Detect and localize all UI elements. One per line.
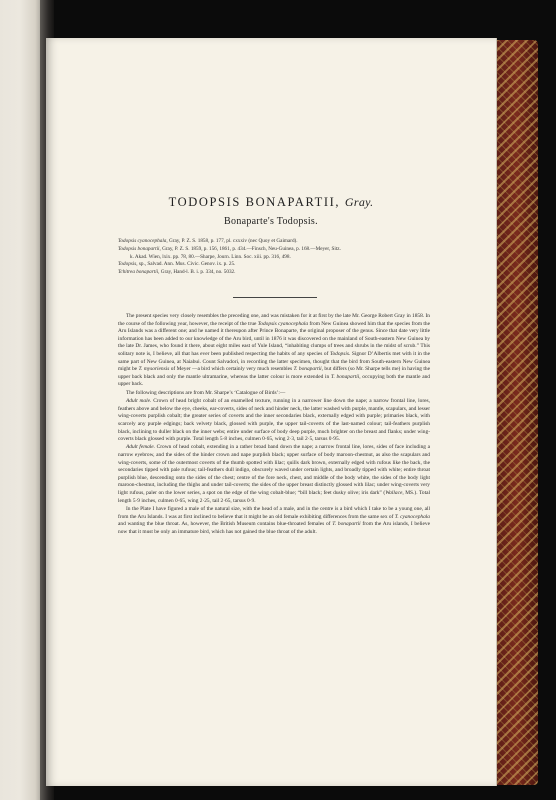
synonym-line: [118, 254, 428, 262]
species-name: TODOPSIS BONAPARTII,: [168, 195, 341, 209]
page-header: [46, 195, 496, 227]
description-text: [118, 313, 430, 536]
synonym-line: [118, 269, 428, 277]
synonym-reference: sp., Salvad. Ann. Mus. Civic. Genov. ix. p. 25.: [137, 261, 236, 268]
paragraph-text: The following descriptions are from Mr. Sharpe’s ‘Catalogue of Birds’:—: [126, 389, 286, 396]
synonym-line: [118, 261, 428, 269]
synonym-line: [118, 238, 428, 246]
left-page-edge: [0, 0, 44, 800]
paragraph-text: MS.). Total length 5·9 inches, culmen 0·65, wing 2·25, tail 2·65, tarsus 0·9.: [118, 490, 430, 504]
paragraph-text: Crown of head bright cobalt of an enamelled texture, running in a narrower line down the nape; a narrow frontal line, lores, feathers above and below the eye, cheeks, ear-coverts, sides of neck and hinder neck, the latter washed with purple, mantle, scapulars, and lesser wing-coverts purplish cobalt; the greater series of coverts and the inner secondaries black, externally edged with purple; primaries black, with scarcely any purple edgings; back velvety black, glossed with purple, the upper tail-coverts of the last-named colour; tail-feathers purplish black, inclining to duller black on the inner webs; entire under surface of body deep purple, much brighter on the breast and flanks; under wing-coverts black glossed with purple. Total length 5·8 inches, culmen 0·65, wing 2·3, tail 2·5, tarsus 0·95.: [118, 398, 430, 443]
book-page: [46, 38, 496, 786]
species-authority: Gray.: [344, 195, 374, 209]
synonym-line: [118, 246, 428, 254]
italic-text: Todopsis.: [329, 350, 351, 357]
body-paragraph: [118, 398, 430, 444]
paragraph-text: from New Guinea showed him that the species from the Aru Islands was a different one; and he named it thereupon after Prince Bonaparte, the original proposer of the genus. Since that date very little information has been added to our knowledge of the Aru bird, until in 1876 it was discovered on the mainland of South-eastern New Guinea by the late Dr. James, who found it there, about eight miles east of Yule Island, “inhabiting clumps of trees and shrubs in the midst of scrub.” This solitary note is, I believe, all that has ever been published respecting the habits of any species of: [118, 320, 431, 357]
italic-text: Adult male.: [126, 398, 152, 405]
paragraph-text: and wanting the blue throat. As, however, the British Museum contains blue-throated females of: [118, 521, 333, 528]
body-paragraph: [118, 390, 430, 398]
paragraph-text: Signor D’Albertis met with it in the same part of New Guinea, at Naiabui. Count Salvadori, in recording the latter specimen, thought that the bird from South-eastern New Guinea might be: [118, 350, 430, 373]
synonymy-list: [118, 238, 428, 277]
synonym-reference: Gray, P. Z. S. 1858, p. 177, pl. cxxxiv (nec Quoy et Gaimard).: [167, 238, 298, 244]
italic-text: T. mysoriensis: [138, 366, 170, 373]
paragraph-text: Crown of head cobalt, extending in a rather broad band down the nape; a narrow frontal line, lores, sides of face including a narrow eyebrow, and the sides of the hinder crown and nape purplish black; upper surface of body maroon-chestnut, as also the scapulars and wing-coverts, some of the outermost coverts of the thumb spotted with lilac; quills dark brown, externally edged with rufous like the back, the secondaries tipped with pale rufous; tail-feathers dull indigo, obscurely waved under certain lights, and broadly tipped with white; entire throat purplish blue, descending onto the sides of the chest; centre of the fore neck, chest, and middle of the body white, the sides of the body light maroon-chestnut, including the thighs and under tail-coverts; the sides of the upper breast distinctly glossed with lilac; under wing-coverts very light rufous, paler on the lower series, a spot on the edge of the wing cobalt-blue; “bill black; feet dusky olive; iris dark” (: [118, 444, 430, 497]
body-paragraph: [118, 444, 430, 505]
section-divider: [233, 297, 317, 298]
synonym-name: Todopsis,: [118, 261, 138, 268]
synonym-name: Tchitrea bonapartii,: [118, 269, 160, 276]
italic-text: Wallace,: [385, 490, 404, 497]
paragraph-text: The present species very closely resembles the preceding one, and was mistaken for it at first by the late Mr. George Robert Gray in 1858. In the course of the following year, however, the receipt of the true: [118, 313, 430, 327]
common-name: Bonaparte's Todopsis.: [224, 216, 318, 227]
body-paragraph: [118, 506, 430, 536]
synonym-name: Todopsis cyanocephala,: [118, 238, 168, 244]
paragraph-text: occupying both the mantle and upper back.: [118, 373, 430, 388]
italic-text: T. cyanocephala: [394, 513, 430, 520]
paragraph-text: from the Aru islands, I believe now that it must be only an immature bird, which has not gained the blue throat of the adult.: [118, 521, 431, 535]
paragraph-text: but differs (so Mr. Sharpe tells me) in having the upper back black and only the mantle ultramarine, whereas the latter colour is more extended in: [118, 366, 430, 380]
paragraph-text: In the Plate I have figured a male of the natural size, with the head of a male, and in the centre is a bird which I take to be a young one, all from the Aru Islands. I was at first inclined to believe that it might be an old female exhibiting differences from the same sex of: [118, 506, 430, 520]
species-title: [46, 195, 496, 210]
synonym-reference: k. Akad. Wien, lxix. pp. 78, 80.—Sharpe, Journ. Linn. Soc. xiii. pp. 316, 498.: [130, 253, 291, 260]
italic-text: T. bonapartii,: [330, 373, 361, 380]
italic-text: T. bonapartii: [332, 521, 361, 528]
paragraph-text: of Meyer —a bird which certainly very much resembles: [169, 366, 294, 373]
italic-text: T. bonapartii,: [293, 366, 324, 373]
italic-text: Adult female.: [126, 444, 156, 451]
italic-text: Todopsis cyanocephala: [257, 320, 309, 327]
synonym-reference: Gray, Hand-l. B. i. p. 334, no. 5032.: [159, 269, 236, 276]
marbled-book-edge: [496, 40, 538, 785]
body-paragraph: [118, 313, 430, 389]
synonym-reference: Gray, P. Z. S. 1859, p. 156, 1861, p. 434.—Finsch, Neu-Guinea, p. 168.—Meyer, Sitz.: [160, 245, 341, 252]
synonym-name: Todopsis bonapartii,: [118, 245, 161, 252]
